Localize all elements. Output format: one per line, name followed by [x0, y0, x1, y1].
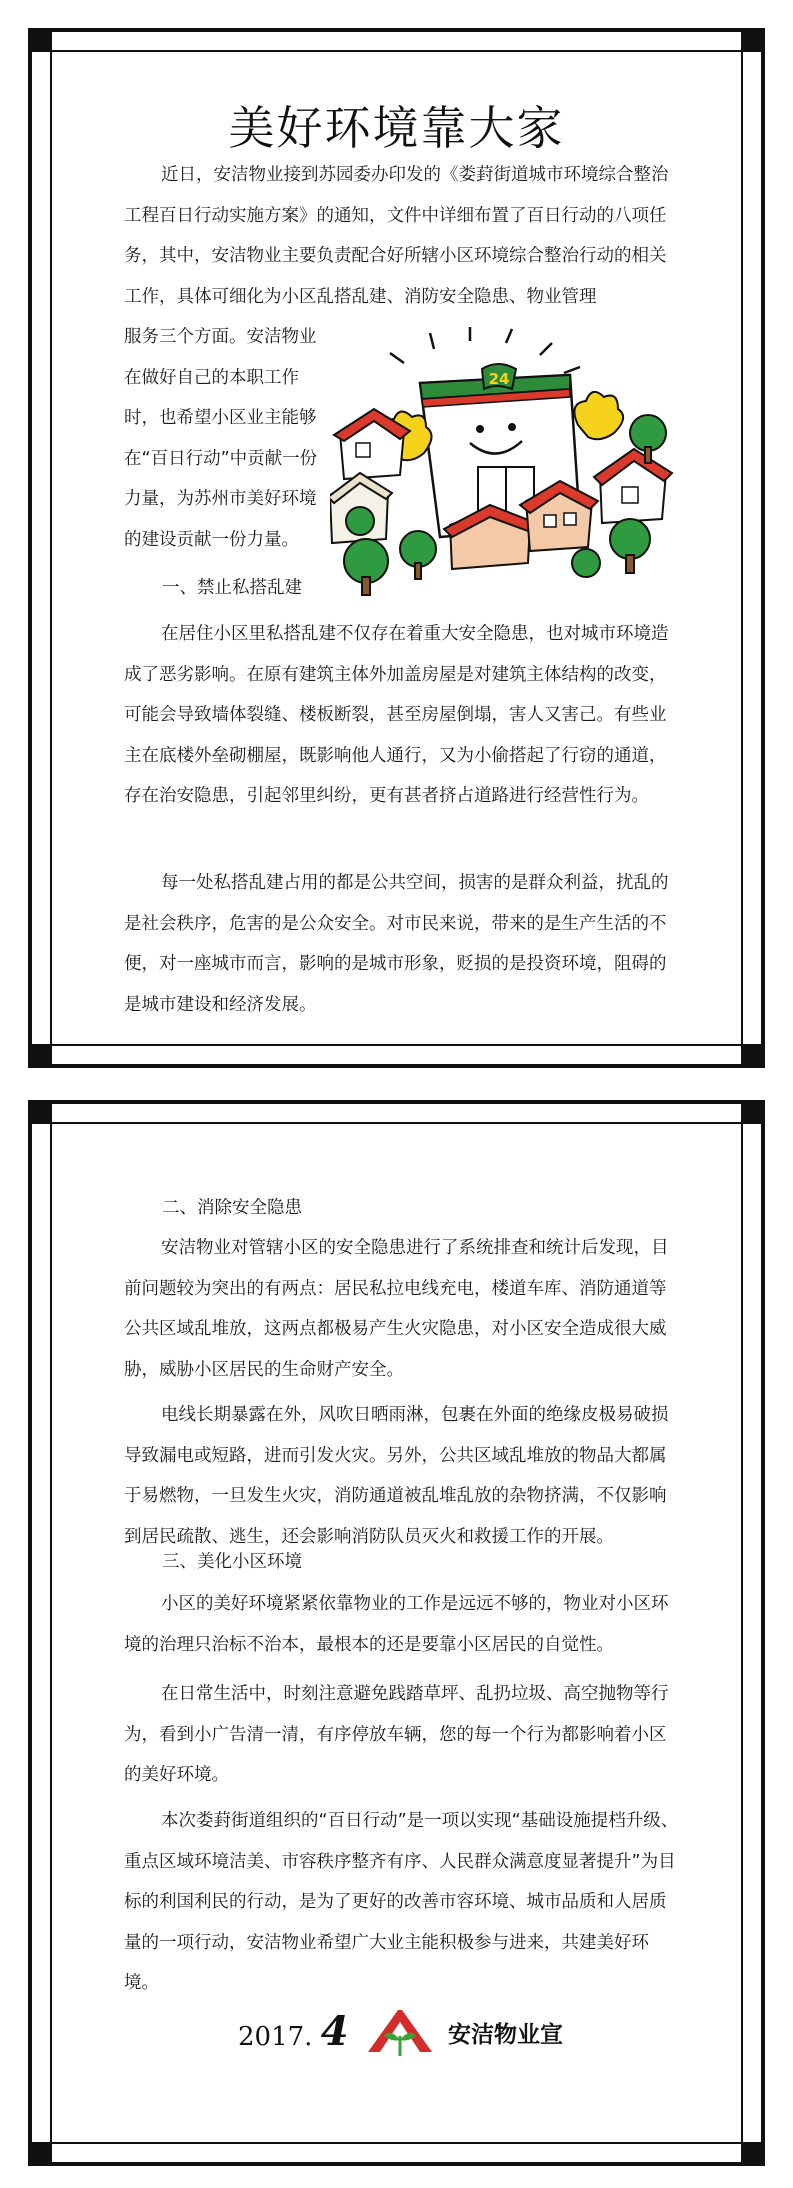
corner-ornament	[28, 1046, 50, 1068]
section1-paragraph-2: 每一处私搭乱建占用的都是公共空间，损害的是群众利益，扰乱的是社会秩序，危害的是公众安全。对市民来说，带来的是生产生活的不便，对一座城市而言，影响的是城市形象，贬损的是投资环境，阻碍的是城市建设和经济发展。	[124, 873, 669, 1015]
poster-panel-top	[0, 0, 793, 1080]
company-logo-icon	[362, 2004, 440, 2060]
store-sign-text: 24	[488, 370, 510, 388]
corner-ornament	[28, 28, 50, 50]
section2-paragraph-2: 电线长期暴露在外，风吹日晒雨淋，包裹在外面的绝缘皮极易破损导致漏电或短路，进而引发火灾。另外，公共区域乱堆放的物品大都属于易燃物，一旦发生火灾，消防通道被乱堆乱放的杂物挤满，不仅影响到居民疏散、逃生，还会影响消防队员灭火和救援工作的开展。	[124, 1405, 669, 1547]
corner-ornament	[28, 2144, 50, 2166]
section2-paragraph-1: 安洁物业对管辖小区的安全隐患进行了系统排查和统计后发现，目前问题较为突出的有两点：居民私拉电线充电，楼道车库、消防通道等公共区域乱堆放，这两点都极易产生火灾隐患，对小区安全造成很大威胁，威胁小区居民的生命财产安全。	[124, 1238, 669, 1380]
footer-year: 2017.	[238, 2022, 313, 2052]
page-title: 美好环境靠大家	[228, 101, 565, 155]
corner-ornament	[743, 1100, 765, 1122]
corner-ornament	[743, 1046, 765, 1068]
footer-date	[238, 2008, 349, 2055]
section1-paragraph-1: 在居住小区里私搭乱建不仅存在着重大安全隐患，也对城市环境造成了恶劣影响。在原有建筑主体外加盖房屋是对建筑主体结构的改变，可能会导致墙体裂缝、楼板断裂，甚至房屋倒塌，害人又害己。有些业主在底楼外垒砌棚屋，既影响他人通行，又为小偷搭起了行窃的通道，存在治安隐患，引起邻里纠纷，更有甚者挤占道路进行经营性行为。	[124, 624, 669, 806]
section3-paragraph-3: 本次娄葑街道组织的“百日行动”是一项以实现“基础设施提档升级、重点区域环境洁美、市容秩序整齐有序、人民群众满意度显著提升”为目标的利国利民的行动，是为了更好的改善市容环境、城市品质和人居质量的一项行动，安洁物业希望广大业主能积极参与进来，共建美好环境。	[124, 1811, 679, 1993]
section-heading-1: 一、禁止私搭乱建	[162, 578, 302, 598]
footer-month: 4	[320, 2008, 349, 2055]
corner-ornament	[743, 2144, 765, 2166]
cartoon-convenience-store-icon	[330, 325, 680, 597]
section-heading-3: 三、美化小区环境	[162, 1552, 302, 1572]
poster-panel-bottom	[0, 1090, 793, 2188]
section3-paragraph-1: 小区的美好环境紧紧依靠物业的工作是远远不够的，物业对小区环境的治理只治标不治本，最根本的还是要靠小区居民的自觉性。	[124, 1594, 669, 1655]
section-heading-2: 二、消除安全隐患	[162, 1198, 302, 1218]
footer-company: 安洁物业宣	[448, 2022, 563, 2048]
corner-ornament	[28, 1100, 50, 1122]
intro-paragraph: 近日，安洁物业接到苏园委办印发的《娄葑街道城市环境综合整治工程百日行动实施方案》的通知，文件中详细布置了百日行动的八项任务，其中，安洁物业主要负责配合好所辖小区环境综合整治行动的相关工作，具体可细化为小区乱搭乱建、消防安全隐患、物业管理	[124, 165, 669, 307]
intro-wrap-paragraph: 服务三个方面。安洁物业在做好自己的本职工作时，也希望小区业主能够在“百日行动”中贡献一份力量，为苏州市美好环境的建设贡献一份力量。	[124, 327, 318, 550]
section3-paragraph-2: 在日常生活中，时刻注意避免践踏草坪、乱扔垃圾、高空抛物等行为，看到小广告清一清，有序停放车辆，您的每一个行为都影响着小区的美好环境。	[124, 1684, 669, 1785]
corner-ornament	[743, 28, 765, 50]
